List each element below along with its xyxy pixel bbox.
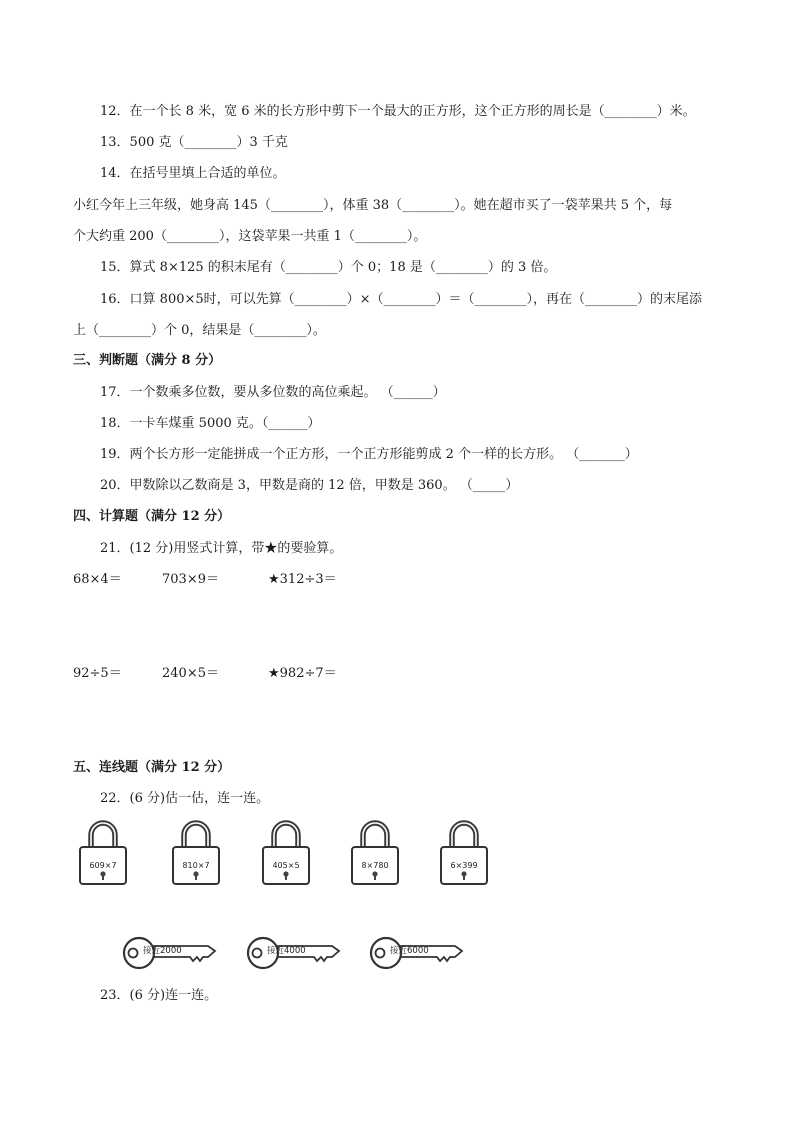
key-label: 接近4000 bbox=[267, 946, 306, 956]
lock-label: 609×7 bbox=[89, 861, 117, 870]
section-5-heading: 五、连线题（满分 12 分） bbox=[73, 760, 231, 775]
lock-label: 810×7 bbox=[182, 861, 210, 870]
lock-icon bbox=[439, 818, 489, 888]
lock-icon bbox=[171, 818, 221, 888]
question-15: 15．算式 8×125 的积末尾有（________）个 0；18 是（________）的 3 倍。 bbox=[100, 260, 557, 275]
calc-item: 68×4＝ bbox=[73, 572, 122, 587]
key-icon bbox=[122, 935, 218, 971]
lock-icon bbox=[261, 818, 311, 888]
lock-icon bbox=[78, 818, 128, 888]
question-18: 18．一卡车煤重 5000 克。（______） bbox=[100, 416, 321, 431]
lock-icon bbox=[350, 818, 400, 888]
calc-item: 92÷5＝ bbox=[73, 666, 122, 681]
calc-item: 240×5＝ bbox=[162, 666, 219, 681]
key-icon bbox=[246, 935, 342, 971]
question-14: 14．在括号里填上合适的单位。 bbox=[100, 166, 286, 181]
question-12: 12．在一个长 8 米，宽 6 米的长方形中剪下一个最大的正方形，这个正方形的周长是（________）米。 bbox=[100, 104, 696, 119]
question-14-line-2: 个大约重 200（________），这袋苹果一共重 1（________）。 bbox=[73, 229, 427, 244]
calc-item: ★312÷3＝ bbox=[268, 572, 337, 587]
question-16-line-2: 上（________）个 0，结果是（________）。 bbox=[73, 323, 326, 338]
lock-and-key-picture bbox=[78, 810, 483, 982]
lock-label: 405×5 bbox=[272, 861, 300, 870]
question-22: 22．(6 分)估一估，连一连。 bbox=[100, 791, 270, 806]
question-14-line-1: 小红今年上三年级，她身高 145（________），体重 38（________）。她在超市买了一袋苹果共 5 个，每 bbox=[73, 198, 673, 213]
question-17: 17．一个数乘多位数，要从多位数的高位乘起。 （______） bbox=[100, 385, 446, 400]
calc-item: ★982÷7＝ bbox=[268, 666, 337, 681]
lock-label: 6×399 bbox=[450, 861, 478, 870]
question-13: 13．500 克（________）3 千克 bbox=[100, 135, 288, 150]
question-23: 23．(6 分)连一连。 bbox=[100, 988, 218, 1003]
lock-label: 8×780 bbox=[361, 861, 389, 870]
key-label: 接近6000 bbox=[390, 946, 429, 956]
section-4-heading: 四、计算题（满分 12 分） bbox=[73, 509, 231, 524]
question-19: 19．两个长方形一定能拼成一个正方形，一个正方形能剪成 2 个一样的长方形。 （_______） bbox=[100, 447, 638, 462]
question-20: 20．甲数除以乙数商是 3，甲数是商的 12 倍，甲数是 360。 （_____） bbox=[100, 478, 519, 493]
key-icon bbox=[369, 935, 465, 971]
calc-item: 703×9＝ bbox=[162, 572, 219, 587]
section-3-heading: 三、判断题（满分 8 分） bbox=[73, 353, 222, 368]
question-21: 21．(12 分)用竖式计算，带★的要验算。 bbox=[100, 541, 343, 556]
question-16-line-1: 16．口算 800×5时，可以先算（________）×（________）＝（________），再在（________）的末尾添 bbox=[100, 292, 703, 307]
key-label: 接近2000 bbox=[143, 946, 182, 956]
